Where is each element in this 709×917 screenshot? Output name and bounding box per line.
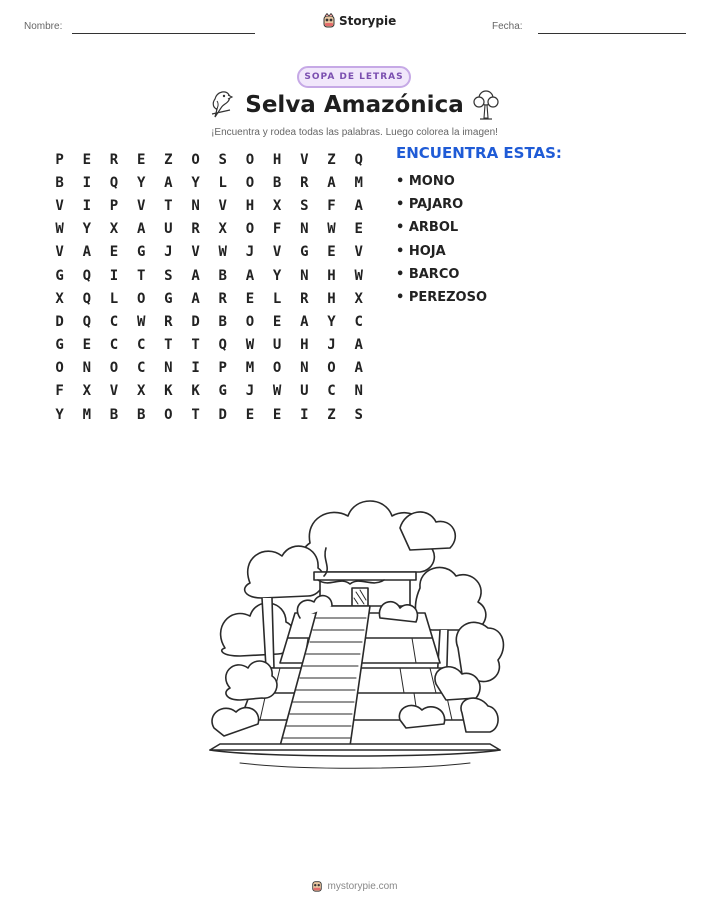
grid-cell[interactable]: A <box>354 360 363 377</box>
word-list-title: ENCUENTRA ESTAS: <box>396 144 562 162</box>
instructions: ¡Encuentra y rodea todas las palabras. Luego colorea la imagen! <box>211 127 498 138</box>
grid-cell[interactable]: U <box>300 383 309 400</box>
grid-cell[interactable]: L <box>218 174 227 191</box>
grid-cell[interactable]: V <box>218 197 227 214</box>
grid-cell[interactable]: R <box>300 290 309 307</box>
storypie-mascot-icon <box>311 879 323 893</box>
grid-cell[interactable]: E <box>245 290 255 307</box>
grid-cell[interactable]: A <box>191 267 200 284</box>
grid-cell[interactable]: G <box>300 244 309 261</box>
grid-cell[interactable]: W <box>218 244 227 261</box>
grid-cell[interactable]: I <box>300 406 309 423</box>
grid-cell[interactable]: D <box>55 313 64 330</box>
grid-cell[interactable]: G <box>218 383 227 400</box>
grid-cell[interactable]: W <box>245 337 255 354</box>
grid-row <box>46 287 372 310</box>
grid-row <box>46 218 372 241</box>
grid-cell[interactable]: I <box>109 267 119 284</box>
grid-cell[interactable]: P <box>109 197 119 214</box>
worksheet-header <box>0 0 709 50</box>
grid-cell[interactable]: W <box>55 221 64 238</box>
word-list <box>396 144 676 309</box>
word-item: • BARCO <box>396 266 460 282</box>
footer <box>0 879 709 893</box>
grid-cell[interactable]: A <box>300 313 309 330</box>
grid-cell[interactable]: O <box>191 151 200 168</box>
grid-cell[interactable]: I <box>82 174 91 191</box>
grid-cell[interactable]: C <box>136 360 146 377</box>
word-item: • MONO <box>396 174 455 189</box>
grid-cell[interactable]: N <box>300 221 309 238</box>
grid-cell[interactable]: H <box>272 151 282 168</box>
grid-cell[interactable]: G <box>55 267 64 284</box>
grid-cell[interactable]: Y <box>136 174 146 191</box>
storypie-mascot-icon <box>322 13 336 29</box>
grid-cell[interactable]: A <box>327 174 336 191</box>
date-label: Fecha: <box>492 21 523 32</box>
grid-cell[interactable]: N <box>354 383 363 400</box>
grid-cell[interactable]: X <box>109 221 119 238</box>
grid-cell[interactable]: V <box>55 244 64 261</box>
grid-cell[interactable]: Z <box>164 151 173 168</box>
grid-cell[interactable]: N <box>300 360 309 377</box>
grid-cell[interactable]: H <box>327 290 336 307</box>
grid-cell[interactable]: X <box>354 290 363 307</box>
grid-cell[interactable]: T <box>191 337 200 354</box>
grid-cell[interactable]: P <box>218 360 227 377</box>
grid-cell[interactable]: R <box>191 221 200 238</box>
grid-cell[interactable]: H <box>327 267 336 284</box>
grid-cell[interactable]: A <box>191 290 200 307</box>
grid-cell[interactable]: O <box>136 290 146 307</box>
grid-row <box>46 310 372 333</box>
grid-cell[interactable]: B <box>272 174 282 191</box>
grid-cell[interactable]: O <box>245 174 255 191</box>
grid-cell[interactable]: O <box>245 221 255 238</box>
grid-cell[interactable]: F <box>327 197 336 214</box>
grid-cell[interactable]: X <box>136 383 146 400</box>
grid-cell[interactable]: Y <box>327 313 336 330</box>
grid-cell[interactable]: E <box>327 244 336 261</box>
footer-url[interactable]: mystorypie.com <box>327 880 398 892</box>
grid-cell[interactable]: F <box>55 383 64 400</box>
grid-cell[interactable]: O <box>245 151 255 168</box>
grid-cell[interactable]: A <box>82 244 91 261</box>
date-field[interactable] <box>538 33 686 34</box>
grid-cell[interactable]: J <box>327 337 336 354</box>
grid-cell[interactable]: S <box>164 267 173 284</box>
grid-cell[interactable]: Z <box>327 406 336 423</box>
grid-cell[interactable]: W <box>272 383 282 400</box>
name-field[interactable] <box>72 33 255 34</box>
grid-cell[interactable]: O <box>327 360 336 377</box>
grid-cell[interactable]: N <box>300 267 309 284</box>
grid-cell[interactable]: X <box>272 197 282 214</box>
grid-cell[interactable]: E <box>245 406 255 423</box>
activity-badge: SOPA DE LETRAS <box>297 66 411 88</box>
grid-cell[interactable]: A <box>164 174 173 191</box>
grid-cell[interactable]: O <box>109 360 119 377</box>
grid-cell[interactable]: A <box>136 221 146 238</box>
grid-cell[interactable]: K <box>191 383 200 400</box>
grid-cell[interactable]: I <box>191 360 200 377</box>
grid-cell[interactable]: A <box>245 267 255 284</box>
grid-cell[interactable]: Q <box>218 337 227 354</box>
grid-cell[interactable]: J <box>245 383 255 400</box>
grid-cell[interactable]: E <box>136 151 146 168</box>
grid-cell[interactable]: W <box>327 221 336 238</box>
grid-cell[interactable]: G <box>55 337 64 354</box>
grid-row <box>46 264 372 287</box>
grid-cell[interactable]: E <box>82 151 91 168</box>
grid-cell[interactable]: I <box>82 197 91 214</box>
grid-row <box>46 241 372 264</box>
grid-cell[interactable]: Q <box>354 151 363 168</box>
grid-cell[interactable]: V <box>55 197 64 214</box>
grid-cell[interactable]: C <box>136 337 146 354</box>
grid-cell[interactable]: D <box>191 313 200 330</box>
grid-cell[interactable]: Y <box>272 267 282 284</box>
grid-row <box>46 380 372 403</box>
grid-row <box>46 148 372 171</box>
grid-cell[interactable]: S <box>354 406 363 423</box>
grid-cell[interactable]: S <box>218 151 227 168</box>
grid-cell[interactable]: K <box>164 383 173 400</box>
grid-cell[interactable]: C <box>354 313 363 330</box>
grid-row <box>46 194 372 217</box>
grid-cell[interactable]: X <box>82 383 91 400</box>
grid-cell[interactable]: O <box>245 313 255 330</box>
grid-cell[interactable]: R <box>218 290 227 307</box>
grid-cell[interactable]: B <box>136 406 146 423</box>
jungle-temple-illustration <box>200 488 510 778</box>
grid-cell[interactable]: G <box>136 244 146 261</box>
grid-cell[interactable]: W <box>136 313 146 330</box>
grid-cell[interactable]: O <box>164 406 173 423</box>
grid-cell[interactable]: Q <box>82 313 91 330</box>
grid-cell[interactable]: Q <box>109 174 119 191</box>
grid-cell[interactable]: M <box>245 360 255 377</box>
grid-cell[interactable]: V <box>191 244 200 261</box>
grid-cell[interactable]: E <box>272 406 282 423</box>
grid-cell[interactable]: T <box>136 267 146 284</box>
grid-cell[interactable]: N <box>82 360 91 377</box>
grid-cell[interactable]: A <box>354 337 363 354</box>
grid-cell[interactable]: F <box>272 221 282 238</box>
grid-cell[interactable]: V <box>136 197 146 214</box>
grid-cell[interactable]: O <box>272 360 282 377</box>
grid-cell[interactable]: P <box>55 151 64 168</box>
grid-cell[interactable]: M <box>82 406 91 423</box>
grid-cell[interactable]: C <box>109 313 119 330</box>
grid-cell[interactable]: D <box>218 406 227 423</box>
brand-name: Storypie <box>339 14 397 28</box>
grid-cell[interactable]: V <box>109 383 119 400</box>
grid-cell[interactable]: B <box>109 406 119 423</box>
grid-cell[interactable]: E <box>109 244 119 261</box>
name-label: Nombre: <box>24 21 63 32</box>
grid-cell[interactable]: H <box>300 337 309 354</box>
grid-cell[interactable]: E <box>82 337 91 354</box>
grid-cell[interactable]: L <box>109 290 119 307</box>
grid-cell[interactable]: N <box>191 197 200 214</box>
grid-cell[interactable]: B <box>218 267 227 284</box>
grid-cell[interactable]: N <box>164 360 173 377</box>
grid-cell[interactable]: U <box>272 337 282 354</box>
grid-cell[interactable]: B <box>55 174 64 191</box>
grid-cell[interactable]: O <box>55 360 64 377</box>
grid-cell[interactable]: U <box>164 221 173 238</box>
grid-cell[interactable]: G <box>164 290 173 307</box>
grid-cell[interactable]: B <box>218 313 227 330</box>
grid-cell[interactable]: T <box>164 197 173 214</box>
tree-icon <box>470 88 502 122</box>
grid-cell[interactable]: R <box>109 151 119 168</box>
grid-cell[interactable]: R <box>300 174 309 191</box>
grid-cell[interactable]: Q <box>82 267 91 284</box>
word-item: • HOJA <box>396 243 446 259</box>
grid-cell[interactable]: C <box>327 383 336 400</box>
word-search-grid <box>46 148 372 426</box>
word-item: • PAJARO <box>396 197 464 213</box>
grid-cell[interactable]: H <box>245 197 255 214</box>
grid-row <box>46 171 372 194</box>
grid-cell[interactable]: L <box>272 290 282 307</box>
grid-row <box>46 403 372 426</box>
grid-cell[interactable]: J <box>164 244 173 261</box>
grid-cell[interactable]: S <box>300 197 309 214</box>
word-item: • ARBOL <box>396 220 459 236</box>
grid-cell[interactable]: C <box>109 337 119 354</box>
grid-cell[interactable]: Q <box>82 290 91 307</box>
grid-cell[interactable]: A <box>354 197 363 214</box>
grid-cell[interactable]: X <box>218 221 227 238</box>
grid-cell[interactable]: Y <box>55 406 64 423</box>
grid-row <box>46 357 372 380</box>
grid-row <box>46 334 372 357</box>
grid-cell[interactable]: X <box>55 290 64 307</box>
grid-cell[interactable]: V <box>354 244 363 261</box>
page-title: Selva Amazónica <box>245 92 464 118</box>
grid-cell[interactable]: W <box>354 267 363 284</box>
grid-cell[interactable]: R <box>164 313 173 330</box>
grid-cell[interactable]: E <box>354 221 363 238</box>
grid-cell[interactable]: J <box>245 244 255 261</box>
grid-cell[interactable]: Z <box>327 151 336 168</box>
word-item: • PEREZOSO <box>396 289 488 305</box>
grid-cell[interactable]: V <box>300 151 309 168</box>
grid-cell[interactable]: M <box>354 174 363 191</box>
brand-logo <box>322 13 396 29</box>
grid-cell[interactable]: Y <box>82 221 91 238</box>
grid-cell[interactable]: E <box>272 313 282 330</box>
grid-cell[interactable]: V <box>272 244 282 261</box>
grid-cell[interactable]: T <box>191 406 200 423</box>
grid-cell[interactable]: Y <box>191 174 200 191</box>
grid-cell[interactable]: T <box>164 337 173 354</box>
